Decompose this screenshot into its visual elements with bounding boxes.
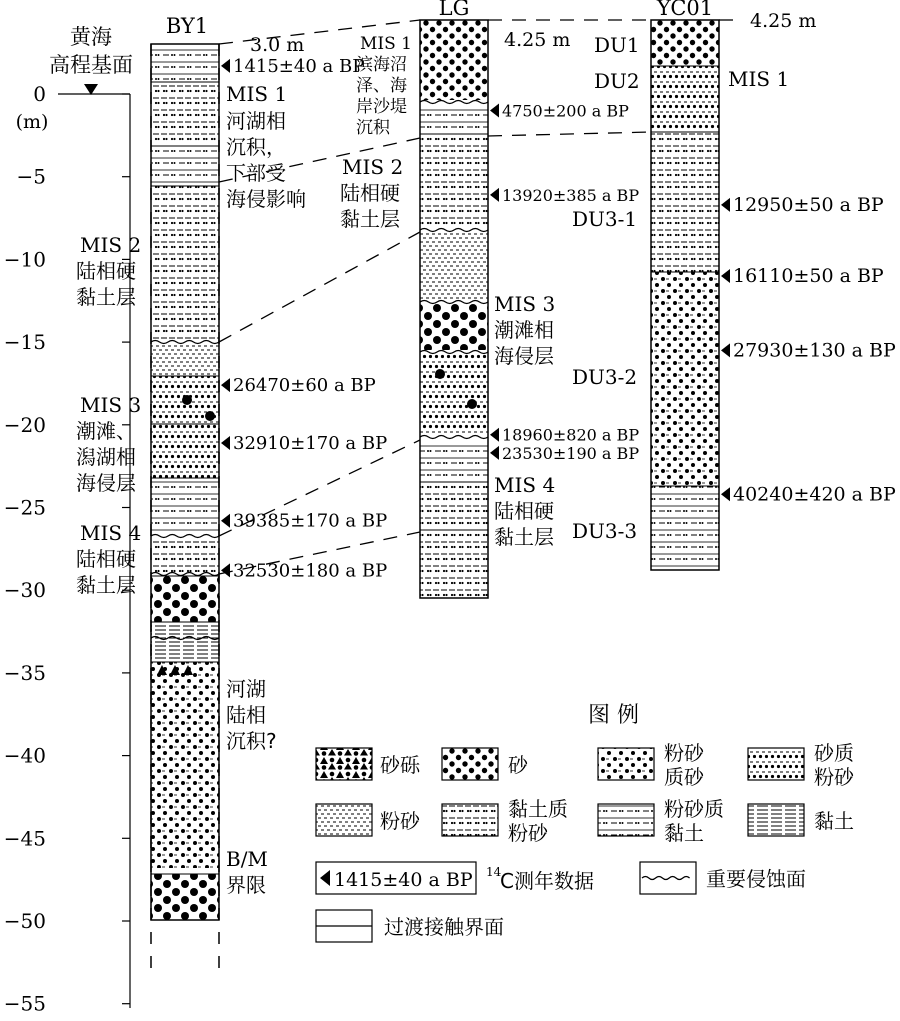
- legend-item-clayey-silt: [442, 797, 568, 845]
- lg-layer-sandysilt-mis3: [420, 354, 488, 434]
- yc01-layer-clayeysilt-DU3-1: [651, 132, 719, 272]
- legend-title: 图 例: [588, 703, 639, 728]
- c14-marker-icon-by1-3: [221, 514, 230, 528]
- unit-line: 潮滩、: [76, 419, 136, 443]
- by1-layer-clayeysilt-mis4: [151, 540, 219, 572]
- unit-line: B/M: [226, 847, 268, 871]
- legend-item-silty-clay: [598, 797, 724, 845]
- c14-marker-icon-lg-0: [490, 104, 499, 118]
- c14-date-label-lg-3: 23530±190 a BP: [502, 443, 640, 463]
- legend: [316, 703, 855, 942]
- unit-line: 陆相硬: [340, 181, 400, 205]
- depth-tick-label: −15: [3, 330, 46, 355]
- yc01-layer-sandysilt-DU2: [651, 66, 719, 132]
- lg-unit-mis3-text: [494, 292, 555, 368]
- du-label: DU3-1: [572, 207, 638, 231]
- yc01-layer-sand-DU1: [651, 20, 719, 66]
- c14-date-label-by1-1: 26470±60 a BP: [233, 375, 376, 397]
- legend-item-gravel-sand: [316, 748, 421, 780]
- erosion-surface-lg-12m: [420, 301, 488, 304]
- legend-label: 重要侵蚀面: [706, 867, 806, 891]
- depth-tick-label: −45: [3, 826, 46, 851]
- core-YC01: [651, 0, 719, 570]
- unit-line: 黏土层: [340, 207, 400, 231]
- by1-unit-mis3-text: [76, 393, 141, 495]
- legend-label: 质砂: [664, 765, 704, 789]
- lg-layer-sand-top: [420, 20, 488, 100]
- core-YC01-top-label: 4.25 m: [750, 10, 817, 32]
- legend-swatch-clayey-silt: [442, 804, 498, 836]
- core-BY1-name: BY1: [165, 14, 209, 38]
- by1-layer-clayeysilt-1: [151, 82, 219, 146]
- legend-label: 粉砂: [380, 809, 420, 833]
- by1-layer-sand-base: [151, 874, 219, 920]
- c14-date-label-yc01-0: 12950±50 a BP: [733, 193, 884, 216]
- yc01-mis1-label: MIS 1: [728, 67, 790, 91]
- lg-layer-sand-mis3: [420, 304, 488, 350]
- depth-tick-label: −5: [16, 164, 46, 189]
- unit-line: 陆相硬: [76, 547, 136, 571]
- unit-line: MIS 3: [494, 292, 556, 316]
- depth-tick-label: −10: [3, 247, 46, 272]
- unit-line: MIS 4: [494, 473, 556, 497]
- lg-unit-mis2-text: [340, 155, 403, 231]
- unit-line: 界限: [226, 873, 266, 897]
- yc01-layer-siltysand-DU3-2: [651, 272, 719, 486]
- legend-item-silty-sand: [598, 741, 705, 789]
- erosion-surface-by1-26m: [151, 535, 219, 538]
- c14-date-label-lg-1: 13920±385 a BP: [502, 185, 640, 205]
- lg-sand-grain: [467, 399, 477, 409]
- by1-layer-siltyclay-3: [151, 478, 219, 532]
- legend-item-sandy-silt: [748, 741, 855, 789]
- unit-line: MIS 3: [80, 393, 142, 417]
- legend-swatch-silty-clay: [598, 804, 654, 836]
- legend-swatch-sand: [442, 748, 498, 780]
- legend-item-clay: [748, 804, 854, 836]
- legend-label: 砂质: [814, 741, 854, 765]
- depth-tick-label: 0: [33, 82, 46, 106]
- c14-marker-icon: [320, 870, 330, 886]
- legend-label: C测年数据: [500, 869, 594, 893]
- du-label: DU3-3: [572, 519, 638, 543]
- erosion-surface-lg-20m: [420, 436, 488, 439]
- by1-layer-siltyclay-top: [151, 44, 219, 82]
- c14-marker-icon-yc01-0: [721, 198, 730, 212]
- core-LG: [420, 0, 488, 598]
- unit-line: 潟湖相: [76, 445, 136, 469]
- c14-date-label-by1-2: 32910±170 a BP: [233, 432, 388, 454]
- legend-swatch-sandy-silt: [748, 748, 804, 780]
- legend-label: 粉砂: [664, 741, 704, 765]
- legend-label: 过渡接触界面: [384, 915, 504, 939]
- correlation-mis1-base-lg-yc01: [488, 132, 651, 136]
- by1-unit-bm-text: [226, 847, 268, 897]
- erosion-surface-by1-29m: [151, 573, 219, 576]
- unit-line: 沉积: [356, 118, 390, 138]
- lg-layer-silt: [420, 232, 488, 300]
- legend-label: 黏土: [814, 809, 854, 833]
- erosion-surface-lg-1m: [420, 101, 488, 104]
- core-YC01-name: YC01: [656, 0, 714, 20]
- core-LG-top-label: 4.25 m: [504, 29, 571, 51]
- lg-layer-siltyclay: [420, 104, 488, 134]
- core-BY1-top-label: 3.0 m: [250, 34, 305, 56]
- c14-date-label-lg-0: 4750±200 a BP: [502, 101, 629, 121]
- datum-label-line2: 高程基面: [49, 53, 133, 77]
- c14-marker-icon-yc01-1: [721, 269, 730, 283]
- by1-layer-sand-1: [151, 576, 219, 622]
- c14-date-label-yc01-3: 40240±420 a BP: [733, 483, 896, 506]
- wavy-line-icon: [642, 877, 690, 880]
- by1-sand-grain: [205, 411, 215, 421]
- depth-tick-label: −20: [3, 412, 46, 437]
- by1-layer-siltyclay-2: [151, 146, 219, 186]
- unit-line: 陆相硬: [76, 259, 136, 283]
- by1-layer-siltysand-river: [151, 662, 219, 868]
- lg-layer-siltyclay-2: [420, 440, 488, 482]
- lg-unit-mis4-text: [494, 473, 555, 549]
- erosion-surface-lg-8m: [420, 229, 488, 232]
- legend-swatch-clay: [748, 804, 804, 836]
- by1-unit-mis1-text: [226, 82, 306, 211]
- unit-line: 河湖: [226, 677, 266, 701]
- unit-line: 下部受: [226, 161, 286, 185]
- unit-line: 沉积，: [226, 135, 286, 159]
- by1-unit-mis2-text: [76, 233, 141, 309]
- c14-marker-icon-lg-3: [490, 446, 499, 460]
- unit-line: 黏土层: [76, 573, 136, 597]
- legend-swatch-silt: [316, 804, 372, 836]
- legend-label: 粉砂: [814, 765, 854, 789]
- c14-marker-icon-by1-0: [221, 59, 230, 73]
- lg-layer-clayeysilt-mis2: [420, 134, 488, 228]
- by1-layer-silt: [151, 344, 219, 376]
- legend-label: 黏土质: [508, 797, 568, 821]
- core-BY1: [151, 14, 219, 976]
- erosion-surface-lg-15m: [420, 351, 488, 354]
- depth-tick-label: −50: [3, 909, 46, 933]
- legend-swatch-gravel-sand: [316, 748, 372, 780]
- c14-marker-icon-by1-2: [221, 436, 230, 450]
- by1-layer-clay: [151, 622, 219, 662]
- c14-date-label-lg-2: 18960±820 a BP: [502, 425, 640, 445]
- top-elevation-labels: [250, 10, 816, 56]
- unit-line: 陆相硬: [494, 499, 554, 523]
- by1-unit-mis4-text: [76, 521, 141, 597]
- by1-sand-grain: [182, 395, 192, 405]
- depth-unit-label: (m): [15, 111, 49, 133]
- yc01-layer-siltyclay-DU3-3: [651, 486, 719, 570]
- legend-item-sand: [442, 748, 529, 780]
- c14-date-markers: [221, 56, 896, 581]
- unit-line: 陆相: [226, 703, 266, 727]
- c14-marker-icon-by1-1: [221, 378, 230, 392]
- unit-line: 河湖相: [226, 109, 286, 133]
- unit-line: 黏土层: [76, 285, 136, 309]
- by1-unit-fluvial-text: [226, 677, 277, 753]
- unit-line: 岸沙堤: [356, 97, 407, 117]
- lg-layer-clayeysilt-mis4: [420, 482, 488, 598]
- unit-line: 海侵层: [494, 344, 554, 368]
- c14-date-label-by1-3: 39385±170 a BP: [233, 510, 388, 532]
- unit-line: MIS 1: [360, 34, 412, 54]
- c14-date-label-yc01-2: 27930±130 a BP: [733, 339, 896, 362]
- unit-line: 潮滩相: [494, 318, 554, 342]
- unit-line: 滨海沼: [356, 55, 407, 75]
- unit-line: 沉积?: [226, 729, 277, 753]
- c14-marker-icon-yc01-2: [721, 343, 730, 357]
- du-label: DU2: [594, 69, 640, 93]
- depth-tick-label: −35: [3, 660, 46, 685]
- unit-line: MIS 1: [226, 82, 288, 106]
- unit-line: 泽、海: [356, 76, 407, 96]
- unit-line: MIS 4: [80, 521, 142, 545]
- lg-sand-grain: [435, 369, 445, 379]
- legend-label: 黏土: [664, 821, 704, 845]
- c14-date-label-yc01-1: 16110±50 a BP: [733, 264, 884, 287]
- depth-tick-label: −55: [3, 991, 46, 1016]
- legend-sample-date: 1415±40 a BP: [334, 869, 473, 891]
- datum-label-line1: 黄海: [70, 25, 112, 49]
- legend-label: 粉砂: [508, 821, 548, 845]
- legend-label: 砂砾: [380, 753, 420, 777]
- depth-tick-label: −30: [3, 578, 46, 603]
- unit-line: MIS 2: [342, 155, 404, 179]
- by1-layer-clayeysilt-mis2: [151, 186, 219, 340]
- c14-marker-icon-lg-2: [490, 428, 499, 442]
- legend-item-c14-date: [316, 862, 594, 894]
- c14-date-label-by1-0: 1415±40 a BP: [233, 55, 365, 77]
- c14-marker-icon-lg-1: [490, 188, 499, 202]
- legend-swatch-silty-sand: [598, 748, 654, 780]
- c14-marker-icon-by1-4: [221, 563, 230, 577]
- core-LG-name: LG: [438, 0, 470, 20]
- legend-label: 砂: [508, 753, 528, 777]
- erosion-surface-by1-15m: [151, 341, 219, 344]
- by1-layer-sandysilt-2: [151, 424, 219, 478]
- unit-line: 黏土层: [494, 525, 554, 549]
- c14-marker-icon-yc01-3: [721, 487, 730, 501]
- lg-unit-mis1-text: [356, 34, 412, 138]
- correlation-mis2-base-by1-lg: [219, 232, 420, 342]
- depth-tick-label: −40: [3, 743, 46, 768]
- unit-line: 海侵影响: [226, 187, 306, 211]
- datum-triangle-icon: [84, 84, 98, 95]
- legend-label: 粉砂质: [664, 797, 724, 821]
- legend-superscript: 14: [486, 865, 502, 879]
- depth-tick-label: −25: [3, 495, 46, 520]
- du-label: DU1: [594, 33, 640, 57]
- unit-line: 海侵层: [76, 471, 136, 495]
- c14-date-label-by1-4: 32530±180 a BP: [233, 560, 388, 582]
- legend-item-transition-boundary: [316, 910, 504, 942]
- du-label: DU3-2: [572, 365, 638, 389]
- unit-line: MIS 2: [80, 233, 142, 257]
- legend-item-silt: [316, 804, 421, 836]
- legend-item-erosion-surface: [640, 862, 806, 894]
